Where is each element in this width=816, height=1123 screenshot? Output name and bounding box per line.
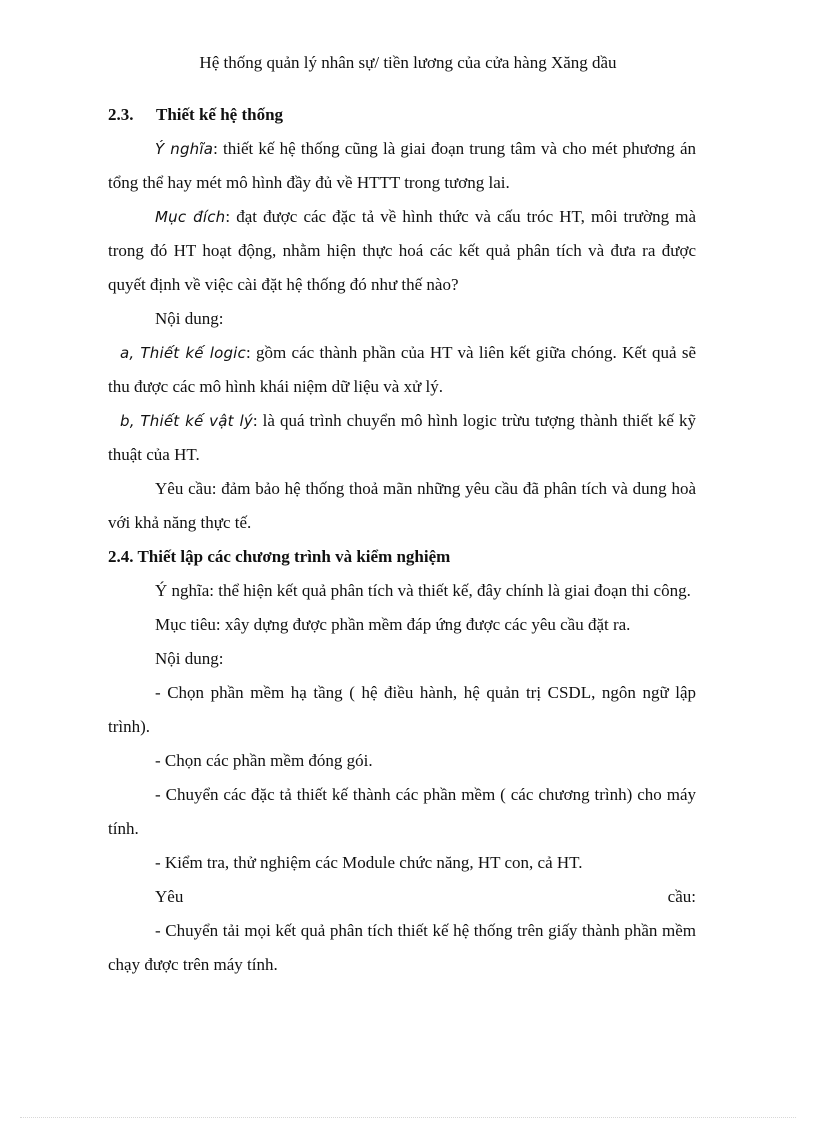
paragraph-meaning xyxy=(108,132,696,200)
label-purpose: Mục đích xyxy=(155,208,226,226)
list-item: - Chuyển tải mọi kết quả phân tích thiết kế hệ thống trên giấy thành phần mềm chạy được trên máy tính. xyxy=(108,921,696,974)
paragraph-requirements-2 xyxy=(108,880,696,914)
paragraph-goal: Mục tiêu: xây dựng được phần mềm đáp ứng được các yêu cầu đặt ra. xyxy=(155,615,631,634)
label-meaning: Ý nghĩa xyxy=(155,140,214,158)
paragraph-purpose xyxy=(108,200,696,302)
paragraph-logic-design xyxy=(108,336,696,404)
section-heading-2-3 xyxy=(108,98,696,132)
list-item: - Chuyển các đặc tả thiết kế thành các phần mềm ( các chương trình) cho máy tính. xyxy=(108,785,696,838)
label-physical-design: b, Thiết kế vật lý xyxy=(120,412,253,430)
paragraph-meaning-2: Ý nghĩa: thể hiện kết quả phân tích và thiết kế, đây chính là giai đoạn thi công. xyxy=(155,581,691,600)
document-body xyxy=(108,98,696,982)
requirements-left: Yêu xyxy=(155,887,184,906)
label-logic-design: a, Thiết kế logic xyxy=(120,344,246,362)
paragraph-requirements: Yêu cầu: đảm bảo hệ thống thoả mãn những yêu cầu đã phân tích và dung hoà với khả năng thực tế. xyxy=(108,479,696,532)
page-header: Hệ thống quản lý nhân sự/ tiền lương của cửa hàng Xăng dầu xyxy=(199,53,617,72)
text-logic-design: : gồm các thành phần của HT và liên kết giữa chóng. Kết quả sẽ thu được các mô hình khái niệm dữ liệu và xử lý. xyxy=(108,343,696,396)
requirements-right: cầu: xyxy=(667,887,696,906)
text-meaning: : thiết kế hệ thống cũng là giai đoạn trung tâm và cho mét phương án tổng thể hay mét mô hình đầy đủ về HTTT trong tương lai. xyxy=(108,139,697,192)
page-bottom-divider xyxy=(20,1117,796,1118)
text-purpose: : đạt được các đặc tả về hình thức và cấu tróc HT, môi trường mà trong đó HT hoạt động, nhằm hiện thực hoá các kết quả phân tích và đưa ra được quyết định về việc cài đặt hệ thống đó như thế nào? xyxy=(108,207,696,294)
section-number: 2.3. xyxy=(108,105,134,124)
section-title: Thiết kế hệ thống xyxy=(156,105,284,124)
text-physical-design: : là quá trình chuyển mô hình logic trừu tượng thành thiết kế kỹ thuật của HT. xyxy=(108,411,696,464)
paragraph-physical-design xyxy=(108,404,696,472)
list-item: - Chọn các phần mềm đóng gói. xyxy=(155,751,373,770)
section-heading-2-4: 2.4. Thiết lập các chương trình và kiểm nghiệm xyxy=(108,547,451,566)
list-item: - Kiểm tra, thử nghiệm các Module chức năng, HT con, cả HT. xyxy=(155,853,583,872)
paragraph-content-label-2: Nội dung: xyxy=(155,649,224,668)
list-item: - Chọn phần mềm hạ tầng ( hệ điều hành, hệ quản trị CSDL, ngôn ngữ lập trình). xyxy=(108,683,696,736)
paragraph-content-label: Nội dung: xyxy=(155,309,224,328)
